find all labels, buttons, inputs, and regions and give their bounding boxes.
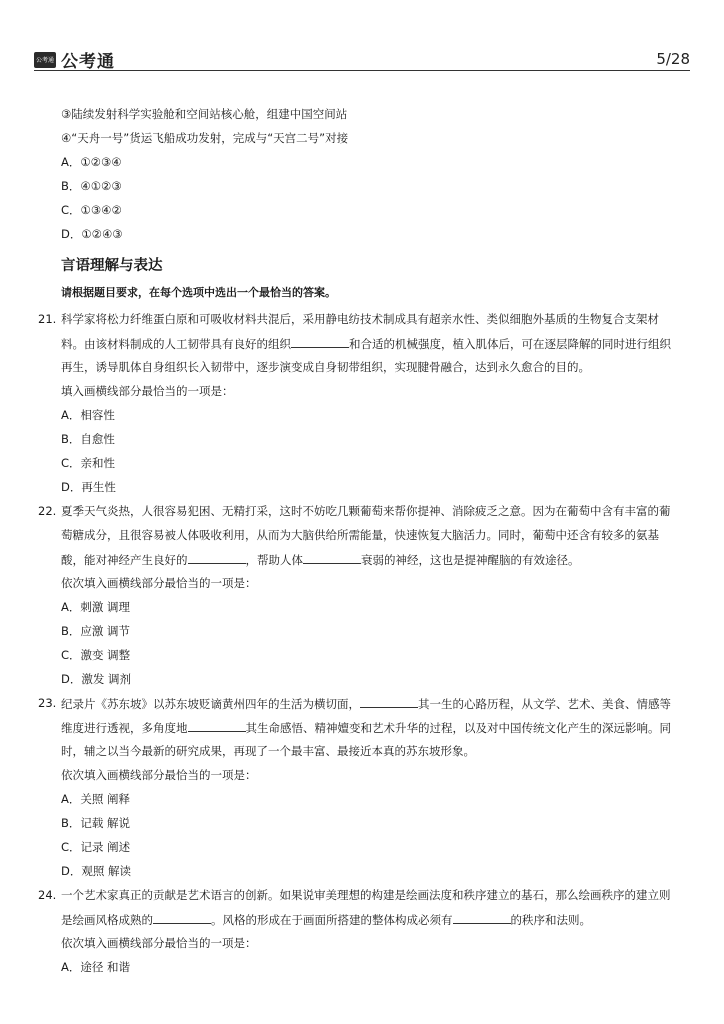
question-23-number: 23. bbox=[38, 696, 57, 710]
question-21-line-1: 科学家将松力纤维蛋白原和可吸收材料共混后，采用静电纺技术制成具有超亲水性、类似细胞外基质的生物复合支架材 bbox=[61, 312, 659, 326]
fill-blank bbox=[188, 719, 246, 732]
question-22-prompt: 依次填入画横线部分最恰当的一项是： bbox=[61, 576, 257, 590]
fill-blank bbox=[291, 335, 349, 348]
fill-blank bbox=[303, 551, 361, 564]
fill-blank bbox=[188, 551, 246, 564]
q23-option-a: A．关照 阐释 bbox=[61, 792, 131, 806]
page-number: 5/28 bbox=[656, 50, 690, 68]
question-24-prompt: 依次填入画横线部分最恰当的一项是： bbox=[61, 936, 257, 950]
q22-option-b: B．应激 调节 bbox=[61, 624, 131, 638]
question-21-prompt: 填入画横线部分最恰当的一项是： bbox=[61, 384, 234, 398]
carryover-option-b: B．④①②③ bbox=[61, 179, 122, 193]
question-22-line-3 bbox=[61, 551, 580, 568]
question-22-line-1: 夏季天气炎热，人很容易犯困、无精打采，这时不妨吃几颗葡萄来帮你提神、消除疲乏之意。因为在葡萄中含有丰富的葡 bbox=[61, 504, 671, 518]
page-header bbox=[34, 44, 690, 71]
q23-option-b: B．记载 解说 bbox=[61, 816, 131, 830]
q23-text-d: 其生命感悟、精神嬗变和艺术升华的过程，以及对中国传统文化产生的深远影响。同 bbox=[245, 721, 671, 735]
question-23-line-2 bbox=[61, 719, 671, 736]
question-21-number: 21. bbox=[38, 312, 57, 326]
carryover-option-a: A．①②③④ bbox=[61, 155, 122, 169]
question-22-number: 22. bbox=[38, 504, 57, 518]
question-21-line-2 bbox=[61, 335, 671, 352]
fill-blank bbox=[453, 911, 511, 924]
q24-text-a: 是绘画风格成熟的 bbox=[61, 913, 153, 927]
logo bbox=[34, 47, 115, 72]
q22-option-c: C．激变 调整 bbox=[61, 648, 131, 662]
q21-option-d: D．再生性 bbox=[61, 480, 116, 494]
q24-option-a: A．途径 和谐 bbox=[61, 960, 131, 974]
section-title: 言语理解与表达 bbox=[61, 257, 163, 274]
question-24-number: 24. bbox=[38, 888, 57, 902]
q21-text-b: 和合适的机械强度，植入肌体后，可在逐层降解的同时进行组织 bbox=[349, 337, 671, 351]
q22-text-b: ，帮助人体 bbox=[245, 553, 303, 567]
q23-text-c: 维度进行透视，多角度地 bbox=[61, 721, 188, 735]
q23-option-c: C．记录 阐述 bbox=[61, 840, 131, 854]
q21-option-b: B．自愈性 bbox=[61, 432, 115, 446]
fill-blank bbox=[153, 911, 211, 924]
q21-option-c: C．亲和性 bbox=[61, 456, 116, 470]
q22-text-c: 衰弱的神经，这也是提神醒脑的有效途径。 bbox=[361, 553, 580, 567]
question-23-prompt: 依次填入画横线部分最恰当的一项是： bbox=[61, 768, 257, 782]
question-21-line-3: 再生，诱导肌体自身组织长入韧带中，逐步演变成自身韧带组织，实现腱骨融合，达到永久愈合的目的。 bbox=[61, 360, 590, 374]
carryover-option-c: C．①③④② bbox=[61, 203, 122, 217]
question-24-line-1: 一个艺术家真正的贡献是艺术语言的创新。如果说审美理想的构建是绘画法度和秩序建立的基石，那么绘画秩序的建立则 bbox=[61, 888, 671, 902]
fill-blank bbox=[360, 695, 418, 708]
q23-option-d: D．观照 解读 bbox=[61, 864, 132, 878]
carryover-option-d: D．①②④③ bbox=[61, 227, 123, 241]
q21-text-a: 料。由该材料制成的人工韧带具有良好的组织 bbox=[61, 337, 291, 351]
carryover-item-3: ③陆续发射科学实验舱和空间站核心舱，组建中国空间站 bbox=[61, 107, 348, 121]
q24-text-b: 。风格的形成在于画面所搭建的整体构成必须有 bbox=[211, 913, 453, 927]
q22-option-a: A．刺激 调理 bbox=[61, 600, 131, 614]
q21-option-a: A．相容性 bbox=[61, 408, 115, 422]
q22-text-a: 酸，能对神经产生良好的 bbox=[61, 553, 188, 567]
q24-text-c: 的秩序和法则。 bbox=[510, 913, 591, 927]
logo-text: 公考通 bbox=[61, 52, 115, 72]
section-instruction: 请根据题目要求，在每个选项中选出一个最恰当的答案。 bbox=[61, 286, 336, 299]
question-23-line-3: 时，辅之以当今最新的研究成果，再现了一个最丰富、最接近本真的苏东坡形象。 bbox=[61, 744, 475, 758]
carryover-item-4: ④“天舟一号”货运飞船成功发射，完成与“天宫二号”对接 bbox=[61, 131, 349, 145]
question-22-line-2: 萄糖成分，且很容易被人体吸收利用，从而为大脑供给所需能量，快速恢复大脑活力。同时，葡萄中还含有较多的氨基 bbox=[61, 528, 659, 542]
question-24-line-2 bbox=[61, 911, 591, 928]
q22-option-d: D．激发 调剂 bbox=[61, 672, 132, 686]
question-23-line-1 bbox=[61, 695, 671, 712]
logo-badge-icon: 公考通 bbox=[34, 52, 56, 68]
q23-text-b: 其一生的心路历程，从文学、艺术、美食、情感等 bbox=[418, 697, 671, 711]
q23-text-a: 纪录片《苏东坡》以苏东坡贬谪黄州四年的生活为横切面， bbox=[61, 697, 360, 711]
